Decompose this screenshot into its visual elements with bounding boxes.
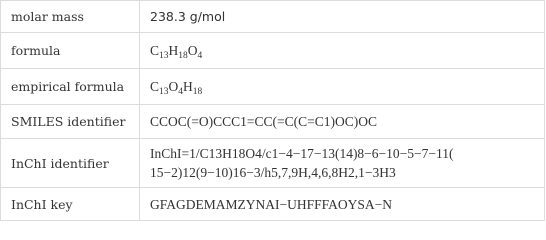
row-label-inchi: InChI identifier [1, 139, 140, 188]
row-label-smiles: SMILES identifier [1, 105, 140, 139]
table-row-inchi [1, 139, 545, 188]
formula-element: H [168, 43, 179, 58]
formula-element: O [168, 79, 179, 94]
inchi-line-1: InChI=1/C13H18O4/c1−4−17−13(14)8−6−10−5−7−11( [150, 146, 454, 161]
row-label-inchi-key: InChI key [1, 188, 140, 221]
row-value-formula [140, 33, 545, 69]
row-value-inchi [140, 139, 545, 188]
table-row-molar-mass [1, 1, 545, 33]
formula-count: 18 [192, 87, 203, 97]
table-row-inchi-key [1, 188, 545, 221]
table-row-empirical-formula [1, 69, 545, 105]
inchi-line-2: 15−2)12(9−10)16−3/h5,7,9H,4,6,8H2,1−3H3 [150, 165, 396, 180]
formula-element: C [150, 79, 160, 94]
formula-count: 13 [159, 51, 169, 61]
row-value-smiles: CCOC(=O)CCC1=CC(=C(C=C1)OC)OC [140, 105, 545, 139]
row-value-inchi-key: GFAGDEMAMZYNAI−UHFFFAOYSA−N [140, 188, 545, 221]
formula-count: 4 [178, 87, 184, 97]
row-label-formula: formula [1, 33, 140, 69]
formula-element: O [187, 43, 198, 58]
row-value-empirical-formula [140, 69, 545, 105]
formula-element: H [183, 79, 193, 94]
formula-count: 13 [159, 87, 169, 97]
table-row-formula [1, 33, 545, 69]
row-value-molar-mass: 238.3 g/mol [140, 1, 545, 33]
formula-count: 18 [178, 51, 188, 61]
formula-count: 4 [197, 51, 203, 61]
row-label-empirical-formula: empirical formula [1, 69, 140, 105]
table-row-smiles [1, 105, 545, 139]
formula-element: C [150, 43, 160, 58]
row-label-molar-mass: molar mass [1, 1, 140, 33]
